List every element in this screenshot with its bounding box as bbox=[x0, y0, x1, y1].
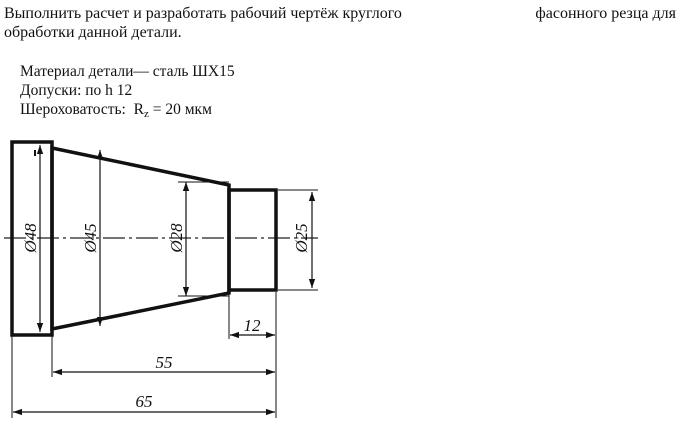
label-len-65: 65 bbox=[135, 392, 153, 411]
roughness-value: = 20 мкм bbox=[152, 101, 212, 118]
tolerance-spec: Допуски: по h 12 bbox=[20, 82, 133, 99]
label-dia-48: Ø48 bbox=[21, 223, 40, 253]
roughness-symbol: R bbox=[133, 101, 144, 118]
label-dia-28: Ø28 bbox=[167, 223, 186, 253]
task-line-2: обработки данной детали. bbox=[4, 24, 182, 41]
material-spec: Материал детали— сталь ШХ15 bbox=[20, 63, 235, 80]
cylindrical-end-section bbox=[229, 190, 276, 290]
roughness-subscript: z bbox=[143, 108, 149, 120]
label-dia-25: Ø25 bbox=[292, 223, 311, 253]
label-len-12: 12 bbox=[243, 316, 261, 335]
label-len-55: 55 bbox=[155, 353, 173, 372]
task-line-1-right: фасонного резца для bbox=[535, 5, 676, 22]
label-dia-45: Ø45 bbox=[81, 223, 100, 253]
roughness-label: Шероховатость: bbox=[20, 101, 126, 118]
task-line-1-left: Выполнить расчет и разработать рабочий чертёж круглого bbox=[4, 5, 402, 22]
